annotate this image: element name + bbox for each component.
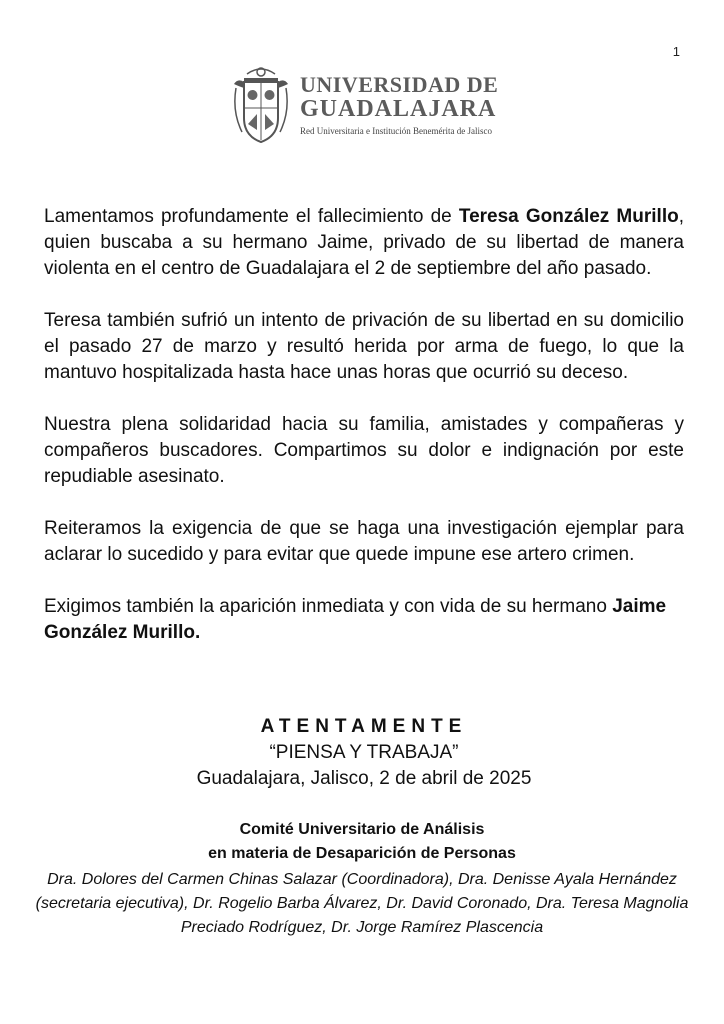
committee-members: Dra. Dolores del Carmen Chinas Salazar (Coordinadora), Dra. Denisse Ayala Hernández (secretaria ejecutiva), Dr. Rogelio Barba Álvarez, Dr. David Coronado, Dra. Teresa Magnolia Preciado Rodríguez, Dr. Jorge Ramírez Plascencia [35, 871, 689, 936]
university-motto: “PIENSA Y TRABAJA” [269, 742, 459, 763]
atentamente-heading: ATENTAMENTE [260, 716, 468, 737]
committee-title-line1: Comité Universitario de Análisis [239, 821, 485, 838]
paragraph-demand-investigation: Reiteramos la exigencia de que se haga una investigación ejemplar para aclarar lo sucedido y para evitar que quede impune ese artero crimen. [44, 518, 684, 565]
paragraph-text: Exigimos también la aparición inmediata y con vida de su hermano [44, 596, 613, 617]
paragraph-demand-appearance [44, 594, 684, 646]
university-name-line2: GUADALAJARA [300, 95, 497, 122]
paragraph-text: , quien buscaba a su hermano Jaime, privado de su libertad de manera violenta en el centro de Guadalajara el 2 de septiembre del año pasado. [44, 206, 684, 279]
paragraph-condolence [44, 204, 684, 282]
brother-name: Jaime González Murillo. [44, 596, 667, 643]
committee-title-line2: en materia de Desaparición de Personas [208, 845, 516, 862]
university-subtitle: Red Universitaria e Institución Benemérita de Jalisco [300, 125, 492, 136]
page-number: 1 [672, 44, 680, 59]
statement-body [44, 204, 684, 646]
place-and-date: Guadalajara, Jalisco, 2 de abril de 2025 [196, 768, 532, 789]
university-seal-icon [230, 62, 292, 146]
paragraph-incident: Teresa también sufrió un intento de privación de su libertad en su domicilio el pasado 27 de marzo y resultó herida por arma de fuego, lo que la mantuvo hospitalizada hasta hace unas horas que ocurrió su deceso. [44, 310, 684, 383]
paragraph-solidarity: Nuestra plena solidaridad hacia su familia, amistades y compañeras y compañeros buscadores. Compartimos su dolor e indignación por este repudiable asesinato. [44, 414, 684, 487]
university-name-line1: UNIVERSIDAD DE [300, 71, 499, 97]
victim-name: Teresa González Murillo [458, 206, 679, 227]
committee-signature [30, 818, 694, 940]
paragraph-text: Lamentamos profundamente el fallecimiento de [44, 206, 459, 227]
closing-block [44, 714, 684, 792]
university-header [230, 62, 498, 146]
